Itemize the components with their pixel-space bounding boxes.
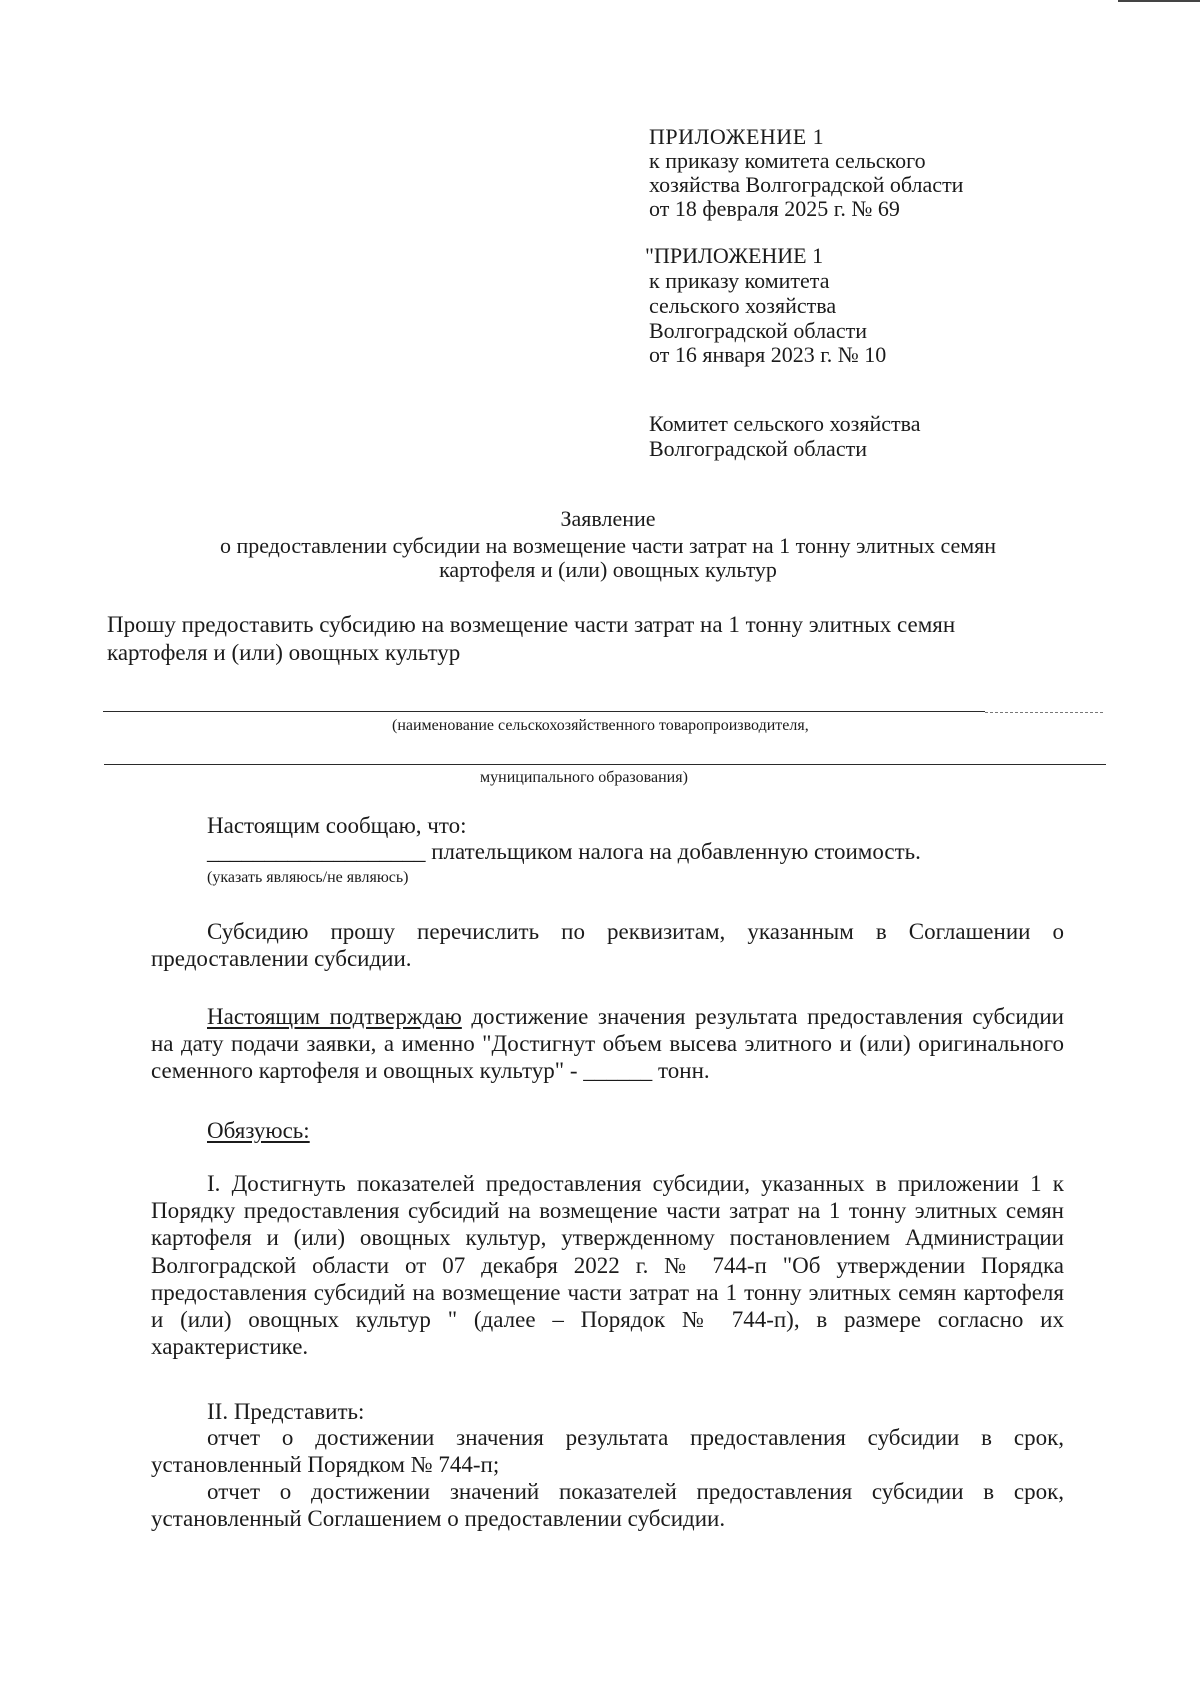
municipality-field-caption: муниципального образования) xyxy=(480,769,688,786)
appendix-2023-line: к приказу комитета xyxy=(649,268,830,293)
item-1-text: I. Достигнуть показателей предоставления субсидии, указанных в приложении 1 к Порядку предоставления субсидий на возмещение части затрат на 1 тонну элитных семян картофеля и (или) овощных культур, утвержденному постановлением Администрации Волгоградской области от 07 декабря 2022 г. № 744-п "Об утверждении Порядка предоставления субсидий на возмещение части затрат на 1 тонну элитных семян картофеля и (или) овощных культур " (далее – Порядок № 744-п), в размере согласно их характеристике. xyxy=(151,1171,1064,1360)
scan-mark-top-right xyxy=(1118,0,1200,2)
vat-intro: Настоящим сообщаю, что: xyxy=(207,813,467,838)
municipality-field-line[interactable] xyxy=(104,764,1106,765)
appendix-2025-line: к приказу комитета сельского xyxy=(649,148,926,173)
confirm-rest: достижение значения результата предоставления субсидии на дату подачи заявки, а именно "Достигнут объем высева элитного и (или) оригинального семенного картофеля и овощных культур" - ______ тонн. xyxy=(151,1004,1064,1084)
producer-name-field-line[interactable] xyxy=(103,711,985,712)
appendix-2023-line: Волгоградской области xyxy=(649,318,867,343)
addressee-line: Комитет сельского хозяйства xyxy=(649,411,921,436)
confirm-text xyxy=(151,1003,1064,1085)
transfer-text: Субсидию прошу перечислить по реквизитам, указанным в Соглашении о предоставлении субсидии. xyxy=(151,919,1064,972)
producer-name-field-line-end xyxy=(985,712,1103,713)
item-2b-text: отчет о достижении значений показателей предоставления субсидии в срок, установленный Соглашением о предоставлении субсидии. xyxy=(151,1479,1064,1532)
vat-statement: плательщиком налога на добавленную стоимость. xyxy=(425,839,921,864)
oblige-heading: Обязуюсь: xyxy=(207,1118,310,1143)
vat-line xyxy=(207,838,921,865)
request-line: картофеля и (или) овощных культур xyxy=(107,640,461,665)
item-1-paragraph xyxy=(151,1170,1064,1360)
appendix-2023-line: сельского хозяйства xyxy=(649,293,837,318)
title-line: о предоставлении субсидии на возмещение части затрат на 1 тонну элитных семян xyxy=(219,533,997,558)
item-2-title: II. Представить: xyxy=(207,1399,365,1424)
confirm-underlined: Настоящим подтверждаю xyxy=(207,1004,462,1029)
request-line: Прошу предоставить субсидию на возмещение части затрат на 1 тонну элитных семян xyxy=(107,612,956,637)
addressee-line: Волгоградской области xyxy=(649,436,867,461)
confirm-paragraph xyxy=(151,1003,1064,1085)
item-2a-text: отчет о достижении значения результата предоставления субсидии в срок, установленный Порядком № 744-п; xyxy=(151,1425,1064,1478)
appendix-2023-title: "ПРИЛОЖЕНИЕ 1 xyxy=(645,243,824,268)
item-2b-paragraph xyxy=(151,1478,1064,1532)
appendix-2025-line: хозяйства Волгоградской области xyxy=(649,172,964,197)
appendix-2025-title: ПРИЛОЖЕНИЕ 1 xyxy=(649,124,825,149)
producer-field-caption: (наименование сельскохозяйственного товаропроизводителя, xyxy=(392,717,809,734)
title-line: картофеля и (или) овощных культур xyxy=(439,557,777,582)
appendix-2023-line: от 16 января 2023 г. № 10 xyxy=(649,342,887,367)
vat-status-blank[interactable]: ___________________ xyxy=(207,839,426,864)
vat-hint: (указать являюсь/не являюсь) xyxy=(207,869,409,886)
transfer-paragraph xyxy=(151,918,1064,972)
title-line: Заявление xyxy=(560,506,656,531)
appendix-2025-line: от 18 февраля 2025 г. № 69 xyxy=(649,196,900,221)
item-2a-paragraph xyxy=(151,1424,1064,1478)
